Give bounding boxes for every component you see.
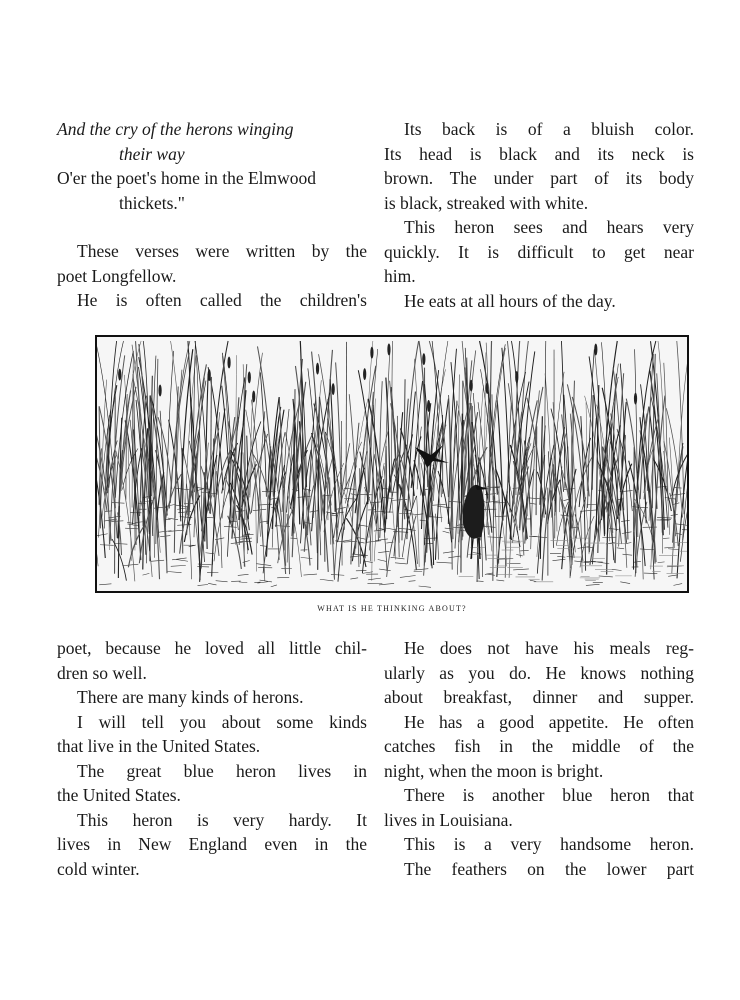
text-line: poet Longfellow. bbox=[57, 265, 177, 286]
text-line: the United States. bbox=[57, 785, 181, 805]
text-line: The great blue heron lives in bbox=[77, 760, 367, 781]
text-line: He has a good appetite. He often bbox=[404, 711, 694, 732]
text-line: cold winter. bbox=[57, 858, 140, 879]
figure-caption: WHAT IS HE THINKING ABOUT? bbox=[317, 604, 467, 613]
text-line: This is a very handsome heron. bbox=[404, 834, 694, 854]
text-line: lives in New England even in the bbox=[57, 834, 367, 854]
text-line: dren so well. bbox=[57, 662, 147, 683]
text-line: He eats at all hours of the day. bbox=[404, 290, 616, 311]
text-line: brown. The under part of its body bbox=[384, 168, 694, 188]
text-line: This heron sees and hears very bbox=[404, 217, 694, 237]
text-line: The feathers on the lower part bbox=[404, 858, 694, 879]
text-line: him. bbox=[384, 266, 416, 286]
top-left-column bbox=[57, 117, 367, 313]
text-line: catches fish in the middle of the bbox=[384, 736, 694, 756]
text-line: This heron is very hardy. It bbox=[77, 809, 367, 830]
poem-line: their way bbox=[119, 143, 185, 164]
text-line: He does not have his meals reg- bbox=[404, 638, 694, 658]
top-right-column bbox=[384, 117, 694, 313]
bottom-left-column bbox=[57, 636, 367, 881]
text-line: There are many kinds of herons. bbox=[77, 687, 304, 707]
marsh-engraving bbox=[97, 337, 687, 591]
text-line: These verses were written by the bbox=[77, 241, 367, 261]
bottom-right-column bbox=[384, 636, 694, 881]
text-line: night, when the moon is bright. bbox=[384, 760, 604, 781]
text-line: that live in the United States. bbox=[57, 736, 261, 756]
text-line: about breakfast, dinner and supper. bbox=[384, 687, 694, 707]
text-line: Its head is black and its neck is bbox=[384, 143, 694, 164]
text-line: I will tell you about some kinds bbox=[77, 711, 367, 732]
text-line: There is another blue heron that bbox=[404, 785, 694, 805]
text-line: quickly. It is difficult to get near bbox=[384, 241, 694, 262]
text-line: ularly as you do. He knows nothing bbox=[384, 662, 694, 683]
poem-line: O'er the poet's home in the Elmwood bbox=[57, 168, 317, 188]
text-line: He is often called the children's bbox=[77, 290, 367, 310]
marsh-illustration bbox=[95, 335, 689, 593]
poem-line: thickets." bbox=[119, 192, 185, 213]
text-line: Its back is of a bluish color. bbox=[404, 119, 694, 139]
text-line: lives in Louisiana. bbox=[384, 809, 513, 830]
poem-line: And the cry of the herons winging bbox=[57, 119, 294, 139]
text-line: poet, because he loved all little chil- bbox=[57, 638, 367, 658]
text-line: is black, streaked with white. bbox=[384, 192, 589, 213]
